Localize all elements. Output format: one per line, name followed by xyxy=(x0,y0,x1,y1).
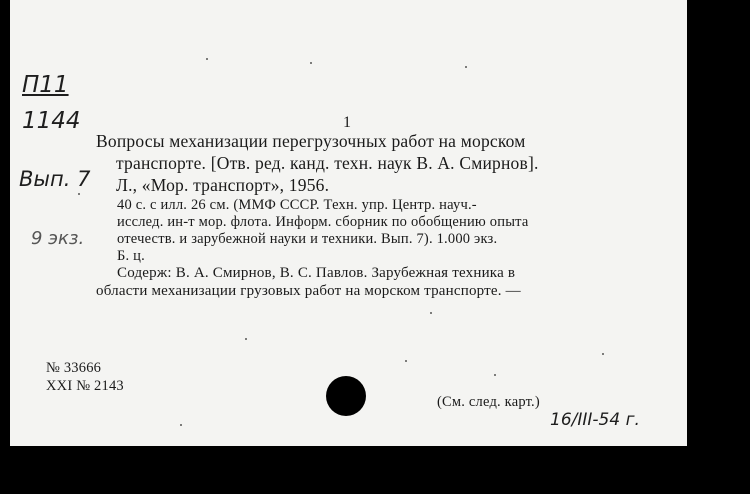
imprint-line: Л., «Мор. транспорт», 1956. xyxy=(116,175,330,195)
scan-speck xyxy=(78,193,80,195)
handwritten-extra: 9 экз. xyxy=(31,228,85,249)
scan-speck xyxy=(310,62,312,64)
contents-line-2: области механизации грузовых работ на морском транспорте. — xyxy=(96,283,521,299)
title-line-2: транспорте. [Отв. ред. канд. техн. наук В. А. Смирнов]. xyxy=(116,153,539,173)
handwritten-issue: Вып. 7 xyxy=(19,167,91,191)
collation-line-3: отечеств. и зарубежной науки и техники. Вып. 7). 1.000 экз. xyxy=(117,231,498,247)
scan-speck xyxy=(245,338,247,340)
punch-hole xyxy=(326,376,366,416)
scan-speck xyxy=(494,374,496,376)
catalog-card xyxy=(10,0,687,446)
scan-speck xyxy=(602,353,604,355)
see-next-card: (См. след. карт.) xyxy=(437,394,540,410)
contents-line-1: Содерж: В. А. Смирнов, В. С. Павлов. Зарубежная техника в xyxy=(117,265,516,281)
scan-speck xyxy=(206,58,208,60)
collation-line-2: исслед. ин-т мор. флота. Информ. сборник по обобщению опыта xyxy=(117,214,529,230)
title-line-1: Вопросы механизации перегрузочных работ на морском xyxy=(96,131,526,151)
handwritten-shelf-bottom: 1144 xyxy=(22,108,81,134)
collation-line-1: 40 с. с илл. 26 см. (ММФ СССР. Техн. упр. Центр. науч.- xyxy=(117,197,477,213)
scan-speck xyxy=(405,360,407,362)
handwritten-shelf-top: П11 xyxy=(22,72,69,98)
scan-speck xyxy=(180,424,182,426)
collation-line-4: Б. ц. xyxy=(117,248,145,264)
registry-number: № 33666 xyxy=(46,360,102,376)
scan-speck xyxy=(430,312,432,314)
card-number: 1 xyxy=(343,114,351,131)
handwritten-date: 16/III-54 г. xyxy=(550,410,640,430)
registry-series: XXI № 2143 xyxy=(46,378,124,394)
scan-speck xyxy=(465,66,467,68)
